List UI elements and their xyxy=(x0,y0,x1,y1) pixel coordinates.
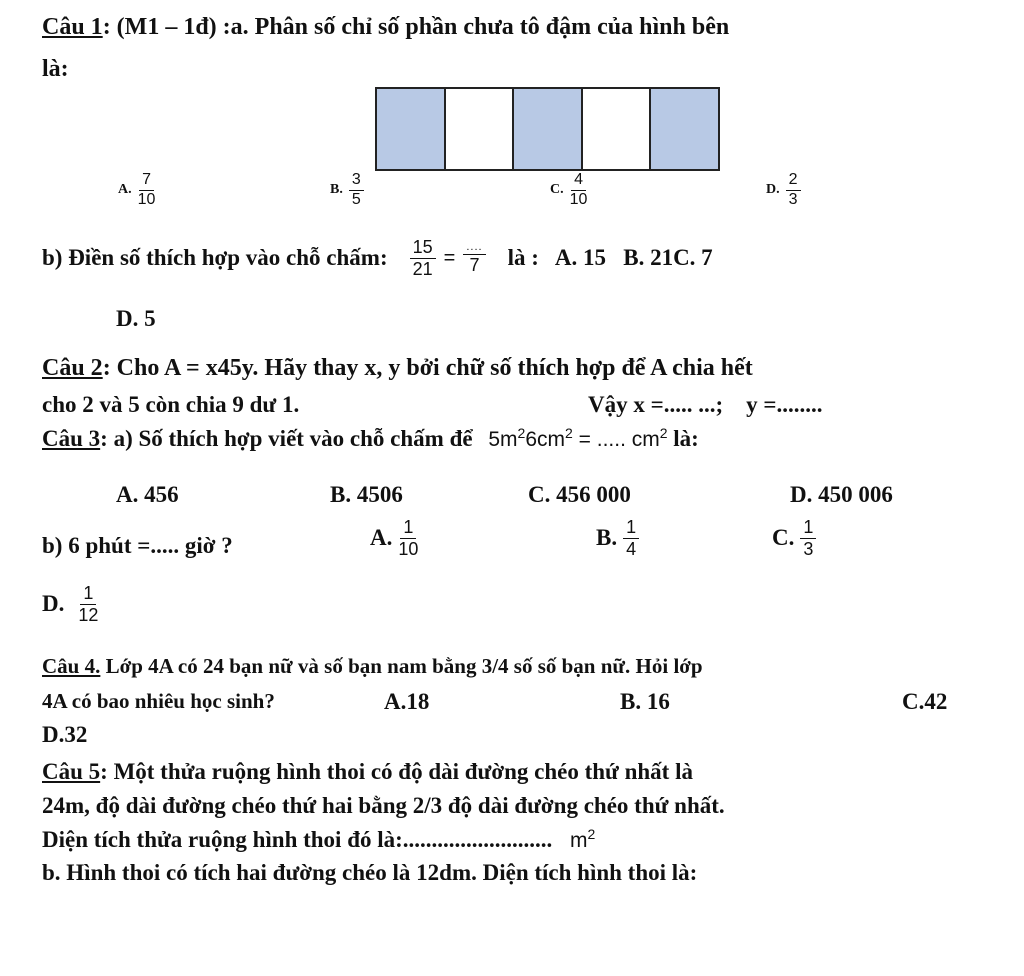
q3-option-a[interactable]: A. 456 xyxy=(116,482,179,507)
q3-option-d[interactable]: D. 450 006 xyxy=(790,482,893,507)
q3-option-b[interactable]: B. 4506 xyxy=(330,482,403,507)
figure-cell-shaded xyxy=(651,89,718,169)
q4-option-d[interactable]: D.32 xyxy=(42,722,88,747)
figure-cell-empty xyxy=(583,89,652,169)
q4-option-a[interactable]: A.18 xyxy=(384,689,430,714)
q3-option-c[interactable]: C. 456 000 xyxy=(528,482,631,507)
fraction: $\frac{15}{21}$ xyxy=(410,238,436,279)
q2-line2-left: cho 2 và 5 còn chia 9 dư 1. xyxy=(42,392,300,417)
q1-option-d[interactable]: D. $\frac{2}{3}$ xyxy=(766,172,801,209)
q1-label: Câu 1 xyxy=(42,14,103,40)
fraction: $\frac{1}{3}$ xyxy=(800,518,816,559)
q1-b-line: b) Điền số thích hợp vào chỗ chấm: $\frac{15}{21}$ = $\frac{....}{7}$ là : A. 15 B. 21C. 7 xyxy=(42,237,713,279)
q5-line4: b. Hình thoi có tích hai đường chéo là 12dm. Diện tích hình thoi là: xyxy=(42,860,698,885)
fraction: $\frac{4}{10}$ xyxy=(569,171,588,208)
q4-option-b[interactable]: B. 16 xyxy=(620,689,670,714)
q5-line1: Câu 5: Một thửa ruộng hình thoi có độ dài đường chéo thứ nhất là xyxy=(42,759,693,784)
q3-b-text: b) 6 phút =..... giờ ? xyxy=(42,533,233,558)
q4-line1: Câu 4. Lớp 4A có 24 bạn nữ và số bạn nam bằng 3/4 số số bạn nữ. Hỏi lớp xyxy=(42,654,703,678)
q1-option-b[interactable]: B. $\frac{3}{5}$ xyxy=(330,172,364,209)
q3-b-option-b[interactable]: B. $\frac{1}{4}$ xyxy=(596,518,639,559)
q3-label: Câu 3 xyxy=(42,426,101,451)
fraction: $\frac{3}{5}$ xyxy=(349,172,364,209)
q1-text: : (M1 – 1đ) :a. Phân số chỉ số phần chưa tô đậm của hình bên xyxy=(102,14,730,40)
q2-label: Câu 2 xyxy=(42,355,103,381)
fraction: $\frac{2}{3}$ xyxy=(786,172,801,209)
fraction: $\frac{....}{7}$ xyxy=(463,242,485,275)
q1-b-text: b) Điền số thích hợp vào chỗ chấm: xyxy=(42,245,388,271)
q1-line1 xyxy=(42,14,729,41)
q1-b-rest: là : A. 15 B. 21C. 7 xyxy=(507,245,713,271)
q3-b-option-a[interactable]: A. $\frac{1}{10}$ xyxy=(370,517,419,559)
fraction: $\frac{7}{10}$ xyxy=(137,171,156,208)
q2-line1: Câu 2: Cho A = x45y. Hãy thay x, y bởi chữ số thích hợp để A chia hết xyxy=(42,355,753,381)
figure-cell-shaded xyxy=(377,89,446,169)
q3-line1: Câu 3: a) Số thích hợp viết vào chỗ chấm để $5m^26cm^2$ = ..... $cm^2$ là: xyxy=(42,425,699,451)
q3-b-option-d[interactable]: D. $\frac{1}{12}$ xyxy=(42,583,99,625)
q1-b-option-d[interactable]: D. 5 xyxy=(116,306,156,331)
q1-option-c[interactable]: C. $\frac{4}{10}$ xyxy=(550,171,588,208)
q4-label: Câu 4. xyxy=(42,654,101,678)
fraction: $\frac{1}{4}$ xyxy=(623,518,639,559)
fraction: $\frac{1}{12}$ xyxy=(78,583,99,625)
q5-line2: 24m, độ dài đường chéo thứ hai bằng 2/3 độ dài đường chéo thứ nhất. xyxy=(42,793,725,818)
q2-line2-right: Vậy x =..... ...; y =........ xyxy=(588,392,823,417)
figure-cell-shaded xyxy=(514,89,583,169)
q4-option-c[interactable]: C.42 xyxy=(902,689,948,714)
q5-label: Câu 5 xyxy=(42,759,101,784)
figure-cell-empty xyxy=(446,89,515,169)
fraction: $\frac{1}{10}$ xyxy=(398,517,419,559)
q4-line2: 4A có bao nhiêu học sinh? xyxy=(42,689,275,713)
q1-line2: là: xyxy=(42,56,69,82)
q5-line3: Diện tích thửa ruộng hình thoi đó là:.......................... $m^2$ xyxy=(42,826,596,852)
q1-option-a[interactable]: A. $\frac{7}{10}$ xyxy=(118,171,156,208)
fraction-figure xyxy=(375,87,720,171)
q3-b-option-c[interactable]: C. $\frac{1}{3}$ xyxy=(772,518,816,559)
